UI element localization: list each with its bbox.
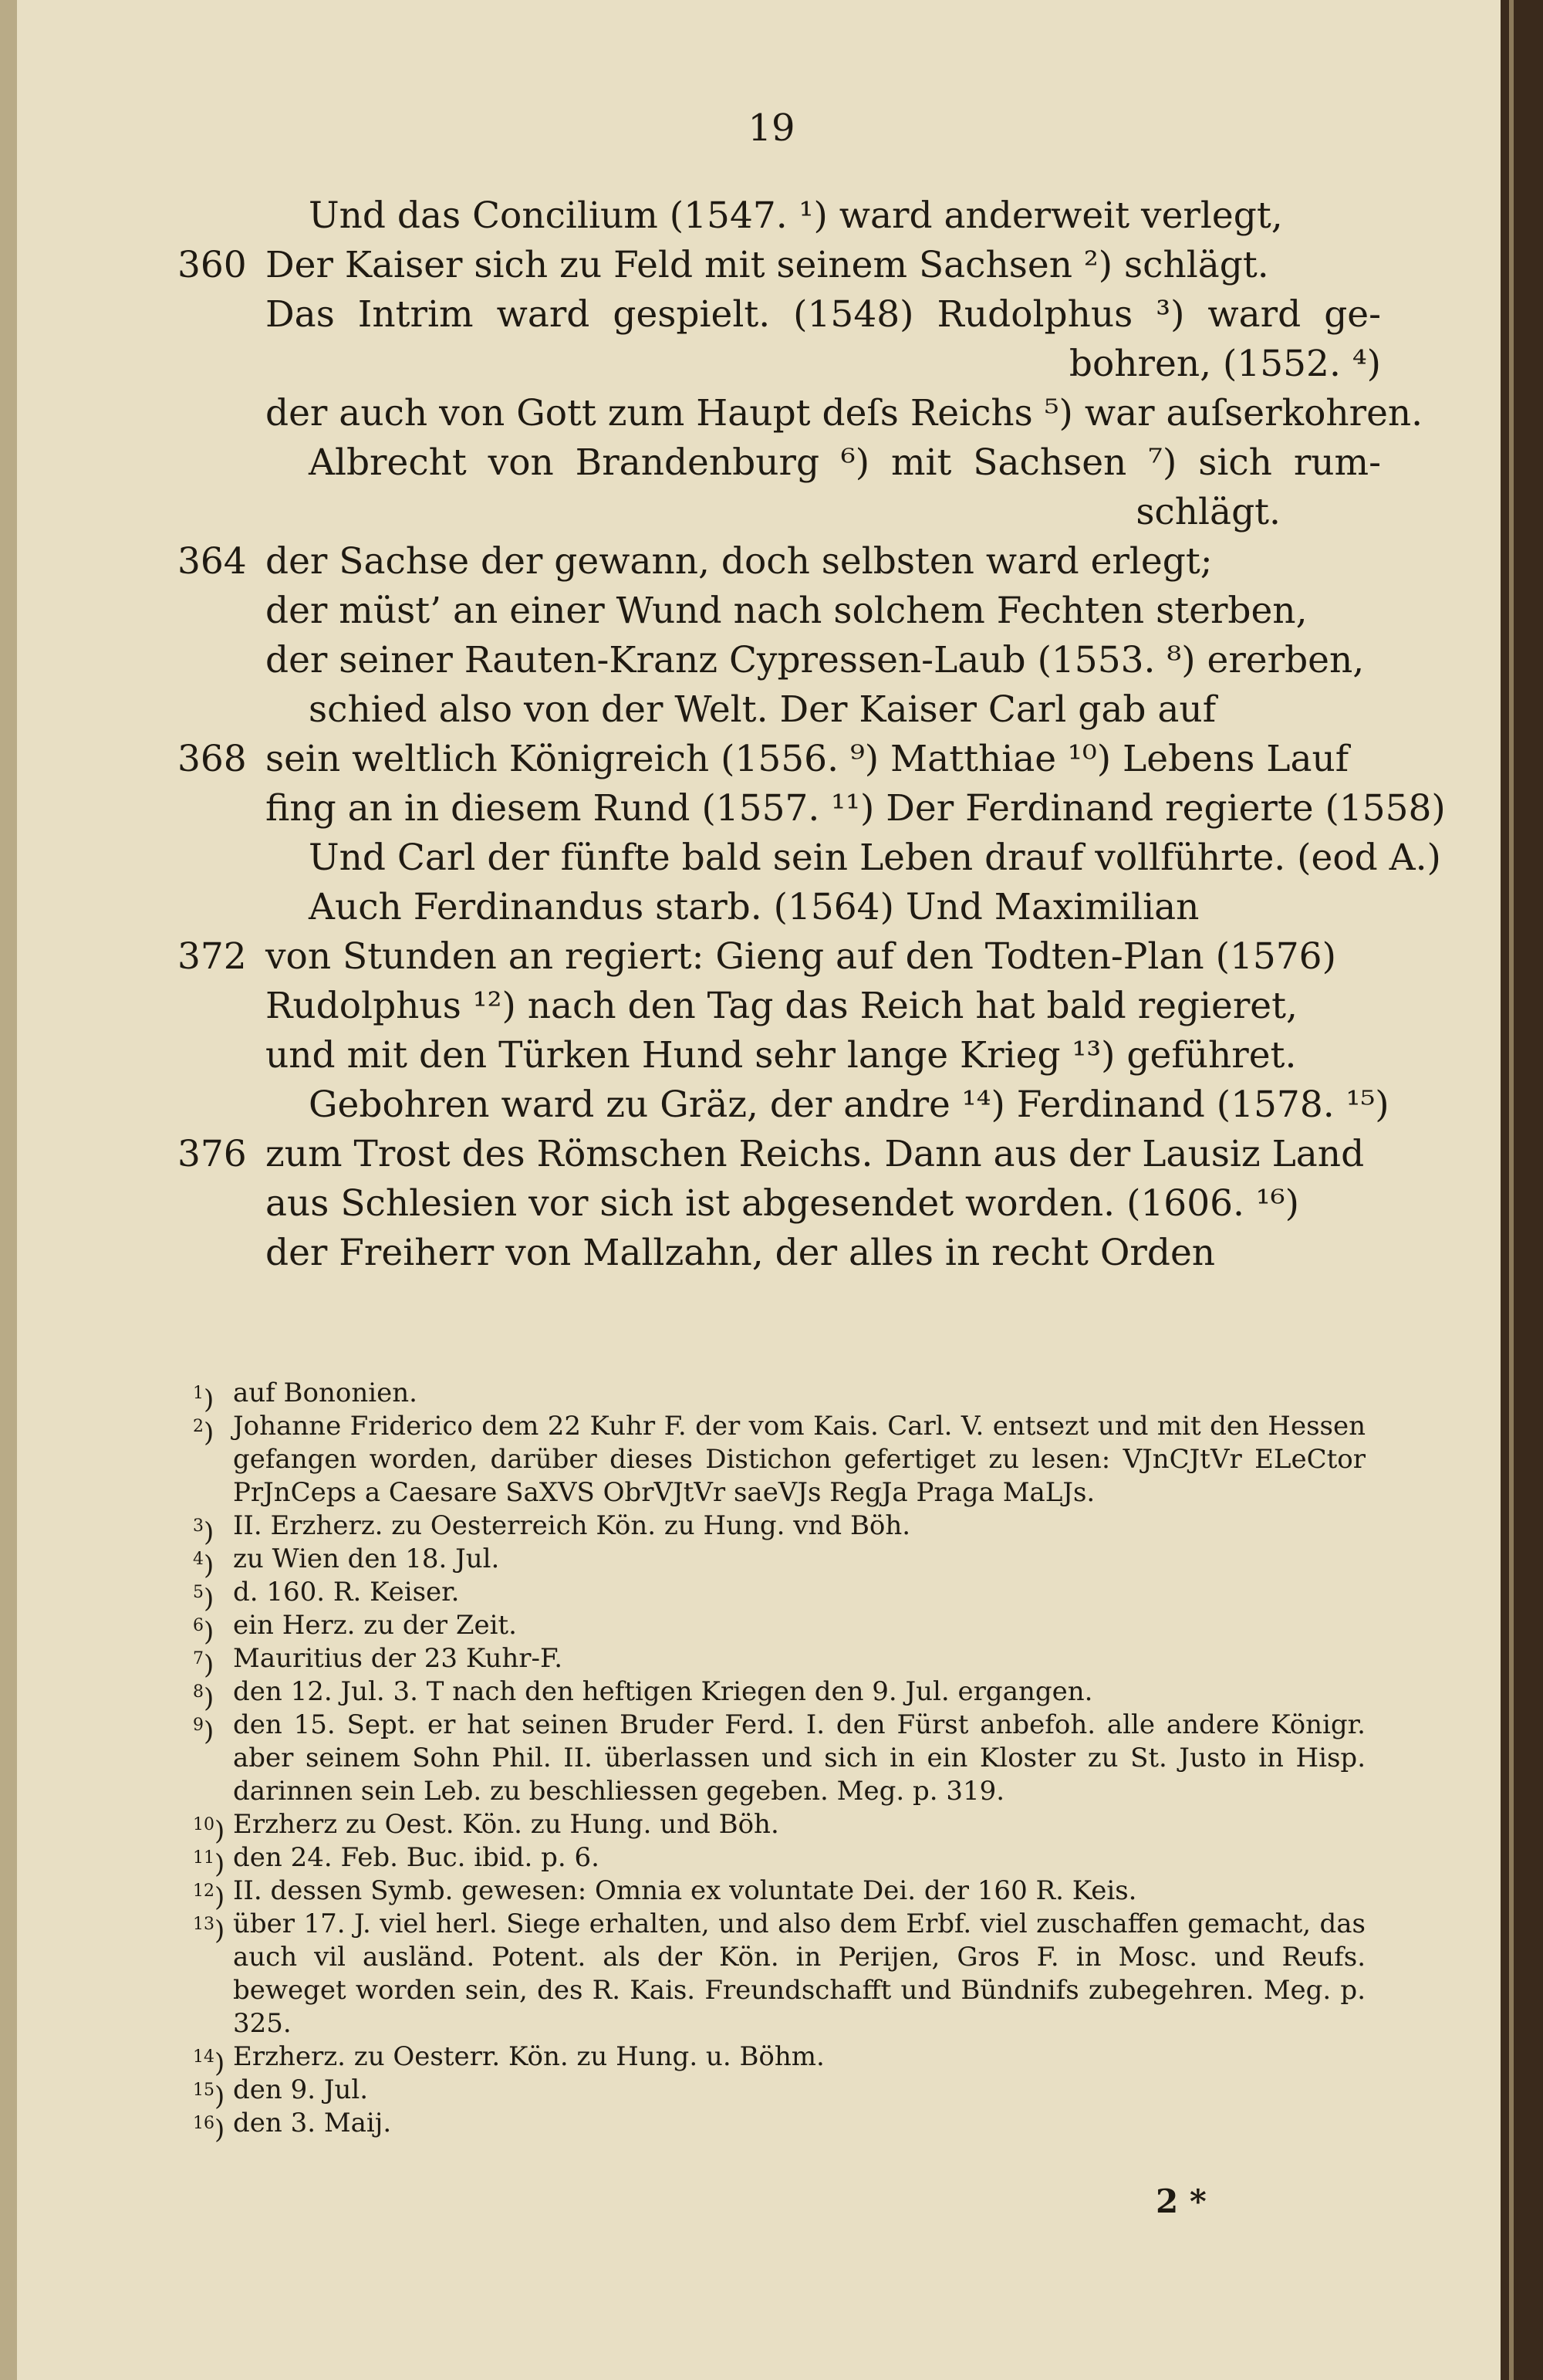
footnote-paren: ) [214,1815,225,1847]
verse-text: bohren, (1552. ⁴) [1069,343,1381,385]
footnote-text: den 24. Feb. Buc. ibid. p. 6. [233,1842,599,1873]
footnote-number: 10 [193,1815,214,1834]
footnote [193,1908,1366,2040]
footnote [193,1675,1366,1714]
footnote [193,1509,1366,1548]
footnote-text: Erzherz zu Oest. Kön. zu Hung. und Böh. [233,1809,779,1840]
verse-text: aus Schlesien vor sich ist abgesendet worden. (1606. ¹⁶) [265,1182,1299,1225]
footnote [193,1543,1366,1581]
verse-text: Rudolphus ¹²) nach den Tag das Reich hat bald regieret, [265,985,1298,1027]
verse-text: schied also von der Welt. Der Kaiser Carl gab auf [309,688,1217,731]
verse-line [177,1080,1389,1130]
verse-line [177,784,1446,833]
footnote-text: den 9. Jul. [233,2074,369,2105]
verse-line [177,636,1381,685]
verse-text: schlägt. [1136,491,1281,533]
footnote-paren: ) [204,1516,214,1548]
verse-text: fing an in diesem Rund (1557. ¹¹) Der Ferdinand regierte (1558) [265,787,1446,830]
footnote-text: den 12. Jul. 3. T nach den heftigen Kriegen den 9. Jul. ergangen. [233,1676,1093,1707]
verse-text: der Freiherr von Mallzahn, der alles in recht Orden [265,1232,1216,1274]
footnote-number: 7 [193,1649,204,1668]
footnote-paren: ) [204,1550,214,1581]
footnote-text: Erzherz. zu Oesterr. Kön. zu Hung. u. Böhm. [233,2041,825,2072]
footnote-paren: ) [204,1649,214,1681]
footnote-text: II. dessen Symb. gewesen: Omnia ex voluntate Dei. der 160 R. Keis. [233,1875,1137,1906]
footnote-number: 8 [193,1682,204,1702]
footnote-text: zu Wien den 18. Jul. [233,1543,500,1574]
footnote-number: 9 [193,1716,204,1735]
verse-line [177,1031,1381,1080]
verse-line [177,587,1381,636]
verse-text: Und das Concilium (1547. ¹) ward anderweit verlegt, [309,194,1283,237]
footnote [193,2040,1366,2079]
footnote [193,1642,1366,1681]
verse-line [177,883,1381,932]
page-gutter-shade [0,0,17,2380]
footnote-paren: ) [214,2047,225,2079]
footnote-paren: ) [204,1616,214,1648]
verse-line [177,290,1381,340]
footnote [193,1841,1366,1880]
verse-text: der auch von Gott zum Haupt deſs Reichs ⁵) war auſserkohren. [265,392,1423,434]
footnote-number: 13 [193,1915,214,1934]
verse-line [177,833,1441,883]
footnote-paren: ) [204,1682,214,1714]
verse-block [177,191,1446,1278]
footnote-paren: ) [214,1915,225,1946]
signature-mark: 2 * [1156,2182,1207,2220]
verse-text: von Stunden an regiert: Gieng auf den Todten-Plan (1576) [265,935,1336,978]
verse-text: der Sachse der gewann, doch selbsten ward erlegt; [265,540,1213,583]
footnote [193,1576,1366,1614]
footnote [193,1377,1366,1415]
footnote-paren: ) [204,1384,214,1415]
book-edge-highlight [1509,0,1514,2380]
footnote-number: 16 [193,2114,214,2133]
footnote [193,1808,1366,1847]
verse-text: Albrecht von Brandenburg ⁶) mit Sachsen ⁷) sich rum- [309,441,1381,484]
footnote-number: 4 [193,1550,204,1569]
footnote-number: 12 [193,1881,214,1901]
footnote-marker [193,2107,225,2146]
footnote-paren: ) [214,1881,225,1913]
footnote-text: über 17. J. viel herl. Siege erhalten, und also dem Erbf. viel zuschaffen gemacht, das auch vil ausländ. Potent. als der Kön. in Perijen, Gros F. in Mosc. und Reufs. beweget worden sein, des R. Kais. Freundschafft und Bündnifs zubegehren. Meg. p. 325. [233,1908,1366,2039]
footnote-paren: ) [214,1848,225,1880]
verse-text: sein weltlich Königreich (1556. ⁹) Matthiae ¹⁰) Lebens Lauf [265,738,1349,780]
footnote-text: den 3. Maij. [233,2108,392,2138]
footnote-paren: ) [204,1417,214,1449]
footnote-text: II. Erzherz. zu Oesterreich Kön. zu Hung. vnd Böh. [233,1510,911,1541]
line-number: 364 [177,540,247,583]
verse-text: der seiner Rauten-Kranz Cypressen-Laub (1553. ⁸) ererben, [265,639,1365,681]
verse-line [177,340,1381,389]
footnote-number: 2 [193,1417,204,1436]
verse-text: Der Kaiser sich zu Feld mit seinem Sachsen ²) schlägt. [265,244,1269,286]
footnote-paren: ) [204,1716,214,1747]
footnote-marker [193,1908,225,1947]
footnote-marker [193,1410,214,1449]
verse-text: der müst’ an einer Wund nach solchem Fechten sterben, [265,590,1308,632]
footnote-text: den 15. Sept. er hat seinen Bruder Ferd. I. den Fürst anbefoh. alle andere Königr. aber seinem Sohn Phil. II. überlassen und sich in ein Kloster zu St. Justo in Hisp. darinnen sein Leb. zu beschliessen gegeben. Meg. p. 319. [233,1709,1366,1807]
page-number: 19 [748,106,795,150]
footnote [193,2107,1366,2145]
footnote-text: ein Herz. zu der Zeit. [233,1610,517,1641]
line-number: 368 [177,738,247,780]
footnote-number: 1 [193,1384,204,1403]
footnote-number: 5 [193,1583,204,1602]
footnote [193,1875,1366,1913]
footnote [193,1709,1366,1808]
verse-line [177,1179,1381,1229]
verse-line [177,438,1381,488]
footnote-number: 15 [193,2081,214,2100]
footnote-text: auf Bononien. [233,1378,417,1408]
footnote-number: 6 [193,1616,204,1635]
verse-line [177,932,1381,982]
verse-line [177,735,1381,784]
footnote-number: 14 [193,2047,214,2067]
verse-text: und mit den Türken Hund sehr lange Krieg ¹³) geführet. [265,1034,1297,1077]
footnote [193,2074,1366,2112]
verse-text: Das Intrim ward gespielt. (1548) Rudolphus ³) ward ge- [265,293,1381,336]
verse-line [177,1229,1381,1278]
verse-text: zum Trost des Römschen Reichs. Dann aus der Lausiz Land [265,1133,1365,1175]
footnote-paren: ) [214,2114,225,2145]
footnote-number: 11 [193,1848,214,1868]
book-edge [1501,0,1543,2380]
verse-line [177,191,1381,241]
verse-text: Gebohren ward zu Gräz, der andre ¹⁴) Ferdinand (1578. ¹⁵) [309,1084,1389,1126]
footnote-paren: ) [214,2081,225,2112]
footnote-text: Mauritius der 23 Kuhr-F. [233,1643,563,1674]
verse-line [177,389,1423,438]
verse-line [177,537,1381,587]
footnote-text: d. 160. R. Keiser. [233,1577,460,1608]
verse-line [177,488,1381,537]
footnote [193,1410,1366,1509]
verse-line [177,1130,1381,1179]
line-number: 376 [177,1133,247,1175]
verse-line [177,982,1381,1031]
verse-text: Auch Ferdinandus starb. (1564) Und Maximilian [309,886,1200,928]
verse-text: Und Carl der fünfte bald sein Leben drauf vollführte. (eod A.) [309,837,1441,879]
line-number: 360 [177,244,247,286]
line-number: 372 [177,935,247,978]
verse-line [177,685,1381,735]
footnote-paren: ) [204,1583,214,1614]
footnote-number: 3 [193,1516,204,1536]
footnote-marker [193,1709,214,1748]
footnotes-block [193,1377,1366,2145]
footnote [193,1609,1366,1648]
footnote-text: Johanne Friderico dem 22 Kuhr F. der vom Kais. Carl. V. entsezt und mit den Hessen gefangen worden, darüber dieses Distichon gefertiget zu lesen: VJnCJtVr ELeCtor PrJnCeps a Caesare SaXVS ObrVJtVr saeVJs RegJa Praga MaLJs. [233,1411,1366,1508]
verse-line [177,241,1381,290]
